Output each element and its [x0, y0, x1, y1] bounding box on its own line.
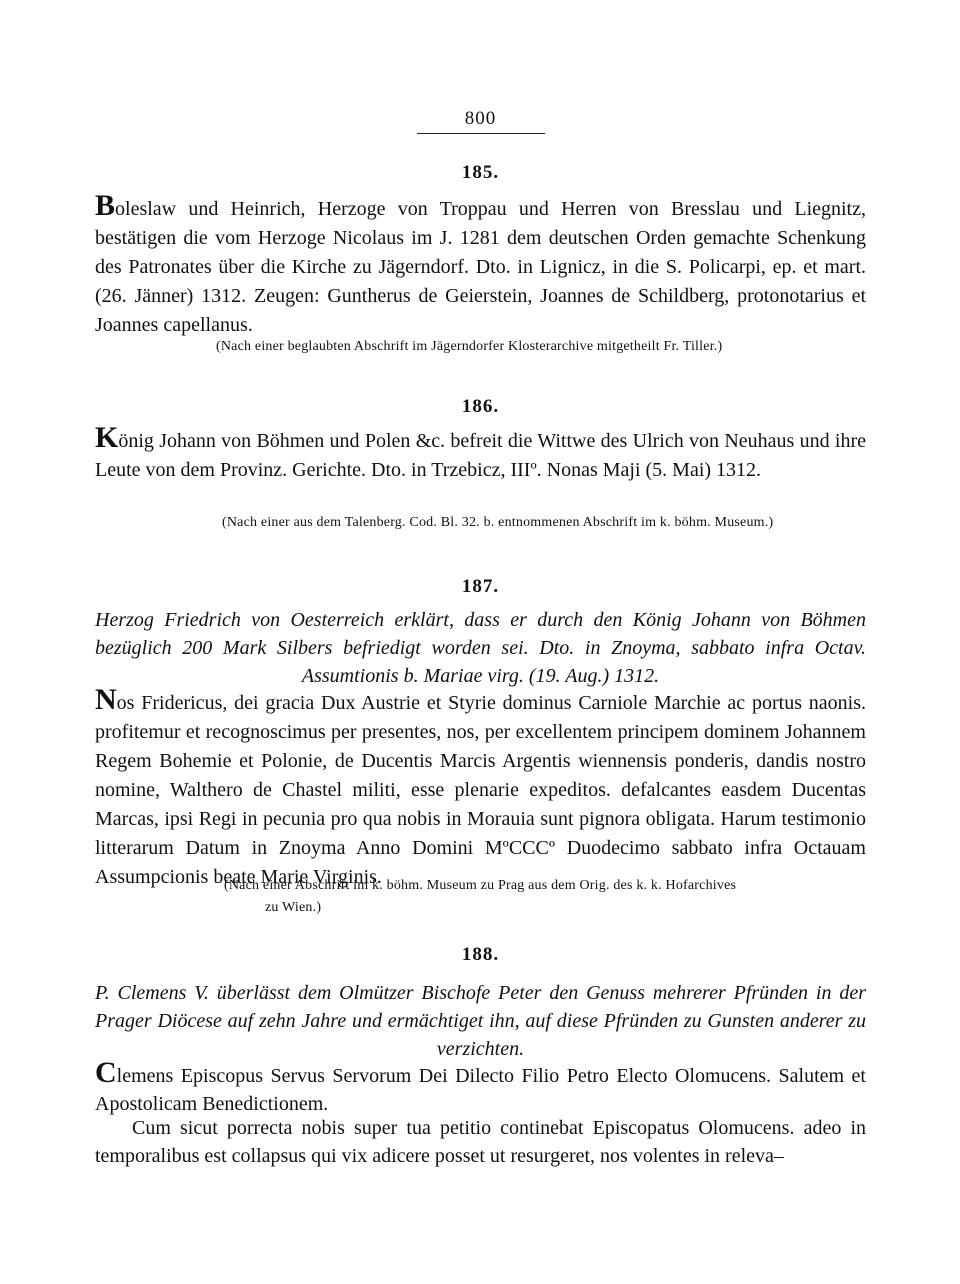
- doc-body-188: [95, 1056, 866, 1118]
- drop-initial: K: [95, 421, 119, 454]
- source-note-187-line2: zu Wien.): [265, 900, 322, 915]
- doc-number-188: 188.: [461, 944, 500, 965]
- drop-initial: C: [95, 1056, 117, 1089]
- doc-body-187: [95, 683, 866, 892]
- doc-body-186: [95, 421, 866, 485]
- doc-text: os Fridericus, dei gracia Dux Austrie et Styrie dominus Carniole Marchie ac portus naonis. profitemur et recognoscimus per presentes, nos, per excellentem principem dominem Johannem Regem Bohemie et Polonie, de Ducentis Marcis Argentis wiennensis ponderis, dandis nostro nomine, Walthero de Chastel militi, esse plenarie expeditos. defalcantes easdem Ducentas Marcas, ipsi Regi in pecunia pro qua nobis in Morauia sunt pignora obligata. Harum testimonio litterarum Datum in Znoyma Anno Domini MºCCCº Duodecimo sabbato infra Octauam Assumpcionis beate Marie Virginis.: [95, 692, 866, 888]
- source-note-185: (Nach einer beglaubten Abschrift im Jägerndorfer Klosterarchive mitgetheilt Fr. Tiller.): [216, 339, 723, 354]
- source-note-187-line1: (Nach einer Abschrift im k. böhm. Museum zu Prag aus dem Orig. des k. k. Hofarchives: [224, 878, 737, 893]
- page-number: 800: [464, 108, 497, 129]
- doc-text: lemens Episcopus Servus Servorum Dei Dilecto Filio Petro Electo Olomucens. Salutem et Apostolicam Benedictionem.: [95, 1065, 866, 1115]
- doc-summary-187: Herzog Friedrich von Oesterreich erklärt, dass er durch den König Johann von Böhmen bezüglich 200 Mark Silbers befriedigt worden sei. Dto. in Znoyma, sabbato infra Octav. Assumtionis b. Mariae virg. (19. Aug.) 1312.: [95, 609, 866, 687]
- doc-number-187: 187.: [461, 576, 500, 597]
- doc-body-185: [95, 189, 866, 340]
- doc-summary-188: P. Clemens V. überlässt dem Olmützer Bischofe Peter den Genuss mehrerer Pfründen in der Prager Diöcese auf zehn Jahre und ermächtiget ihn, auf diese Pfründen zu Gunsten anderer zu verzichten.: [95, 982, 866, 1060]
- source-note-186: (Nach einer aus dem Talenberg. Cod. Bl. 32. b. entnommenen Abschrift im k. böhm. Museum.): [222, 515, 774, 530]
- doc-text: önig Johann von Böhmen und Polen &c. befreit die Wittwe des Ulrich von Neuhaus und ihre Leute von dem Provinz. Gerichte. Dto. in Trzebicz, IIIº. Nonas Maji (5. Mai) 1312.: [95, 430, 866, 481]
- drop-initial: N: [95, 683, 117, 716]
- doc-text: oleslaw und Heinrich, Herzoge von Troppau und Herren von Bresslau und Liegnitz, bestätigen die vom Herzoge Nicolaus im J. 1281 dem deutschen Orden gemachte Schenkung des Patronates über die Kirche zu Jägerndorf. Dto. in Lignicz, in die S. Policarpi, ep. et mart. (26. Jänner) 1312. Zeugen: Guntherus de Geierstein, Joannes de Schildberg, protonotarius et Joannes capellanus.: [95, 198, 866, 336]
- doc-number-186: 186.: [461, 396, 500, 417]
- doc-body-188-continued: Cum sicut porrecta nobis super tua petitio continebat Episcopatus Olomucens. adeo in temporalibus est collapsus qui vix adicere posset ut resurgeret, nos volentes in releva–: [95, 1117, 866, 1167]
- header-rule: [417, 133, 545, 134]
- drop-initial: B: [95, 189, 116, 222]
- doc-number-185: 185.: [461, 162, 500, 183]
